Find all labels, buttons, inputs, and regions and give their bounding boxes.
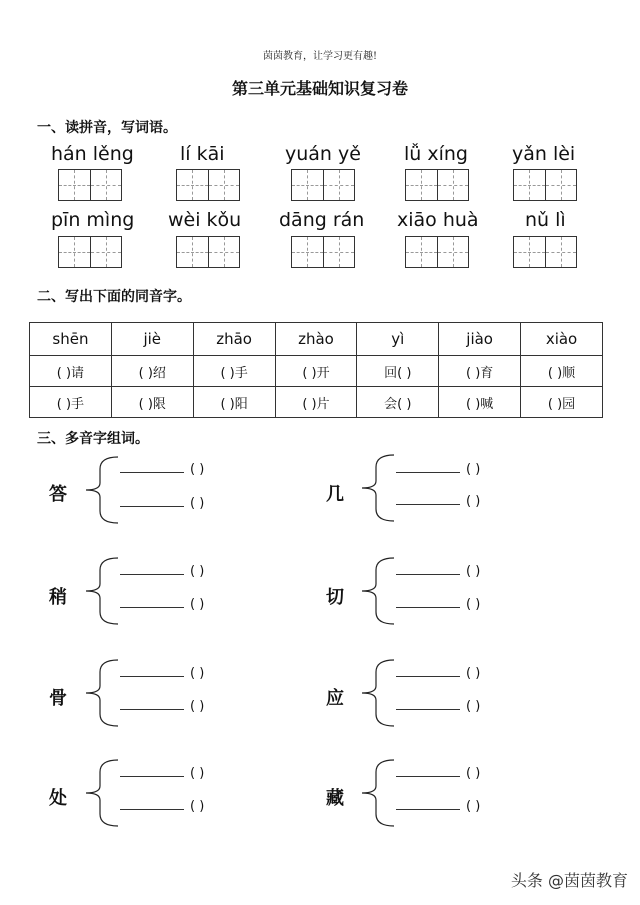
fill-cell[interactable] <box>275 387 357 418</box>
fill-text: ( )育 <box>466 365 494 381</box>
fill-text: ( )顺 <box>547 365 576 381</box>
pinyin-header: shēn <box>30 323 112 356</box>
pinyin-label: yǎn lèi <box>512 143 576 165</box>
word-line[interactable] <box>396 664 480 681</box>
writing-grid[interactable] <box>58 236 122 268</box>
pinyin-paren: ( ) <box>466 462 481 477</box>
pinyin-paren: ( ) <box>466 766 481 781</box>
brace-icon <box>82 658 122 728</box>
pinyin-paren: ( ) <box>466 597 481 612</box>
homophone-table <box>29 322 603 418</box>
polyphone-char: 应 <box>326 688 344 709</box>
section1-heading: 一、读拼音，写词语。 <box>37 120 177 136</box>
fill-cell[interactable] <box>357 356 439 387</box>
answer-blank[interactable] <box>120 460 184 473</box>
fill-cell[interactable] <box>521 387 603 418</box>
writing-grid[interactable] <box>176 236 240 268</box>
answer-blank[interactable] <box>396 460 460 473</box>
word-line[interactable] <box>120 460 204 477</box>
answer-blank[interactable] <box>396 764 460 777</box>
pinyin-paren: ( ) <box>190 564 205 579</box>
pinyin-paren: ( ) <box>190 597 205 612</box>
answer-blank[interactable] <box>120 562 184 575</box>
word-line[interactable] <box>120 664 204 681</box>
fill-text: ( )喊 <box>466 396 494 412</box>
pinyin-label: wèi kǒu <box>168 209 242 231</box>
word-line[interactable] <box>396 460 480 477</box>
fill-text: ( )片 <box>302 396 330 412</box>
word-line[interactable] <box>396 492 480 509</box>
pinyin-paren: ( ) <box>466 799 481 814</box>
pinyin-label: dāng rán <box>279 209 365 231</box>
fill-text: ( )开 <box>302 365 330 381</box>
answer-blank[interactable] <box>396 664 460 677</box>
word-line[interactable] <box>396 562 480 579</box>
writing-grid[interactable] <box>291 169 355 201</box>
word-line[interactable] <box>120 697 204 714</box>
pinyin-paren: ( ) <box>190 766 205 781</box>
fill-text: ( )绍 <box>138 365 166 381</box>
answer-blank[interactable] <box>396 595 460 608</box>
fill-cell[interactable] <box>275 356 357 387</box>
writing-grid[interactable] <box>405 169 469 201</box>
polyphone-char: 骨 <box>49 688 67 709</box>
pinyin-label: pīn mìng <box>51 209 135 231</box>
polyphone-char: 处 <box>49 788 67 809</box>
polyphone-char: 切 <box>326 587 344 608</box>
fill-cell[interactable] <box>439 356 521 387</box>
polyphone-char: 藏 <box>326 788 344 809</box>
answer-blank[interactable] <box>120 664 184 677</box>
writing-grid[interactable] <box>405 236 469 268</box>
answer-blank[interactable] <box>120 697 184 710</box>
pinyin-paren: ( ) <box>190 799 205 814</box>
pinyin-label: lǚ xíng <box>404 143 468 165</box>
pinyin-paren: ( ) <box>190 666 205 681</box>
word-line[interactable] <box>396 764 480 781</box>
table-row <box>30 323 603 356</box>
word-line[interactable] <box>396 697 480 714</box>
word-line[interactable] <box>120 797 204 814</box>
answer-blank[interactable] <box>396 562 460 575</box>
section2-heading: 二、写出下面的同音字。 <box>37 289 191 305</box>
brace-icon <box>82 556 122 626</box>
fill-cell[interactable] <box>111 387 193 418</box>
fill-cell[interactable] <box>30 356 112 387</box>
answer-blank[interactable] <box>120 797 184 810</box>
header-note: 茵茵教育，让学习更有趣! <box>262 51 378 62</box>
pinyin-header: yì <box>357 323 439 356</box>
pinyin-label: lí kāi <box>180 143 225 165</box>
table-row <box>30 356 603 387</box>
pinyin-header: zhāo <box>193 323 275 356</box>
fill-cell[interactable] <box>111 356 193 387</box>
answer-blank[interactable] <box>396 797 460 810</box>
pinyin-paren: ( ) <box>466 699 481 714</box>
fill-cell[interactable] <box>439 387 521 418</box>
pinyin-paren: ( ) <box>190 496 205 511</box>
writing-grid[interactable] <box>291 236 355 268</box>
brace-icon <box>358 758 398 828</box>
pinyin-paren: ( ) <box>190 462 205 477</box>
pinyin-header: jiè <box>111 323 193 356</box>
writing-grid[interactable] <box>176 169 240 201</box>
fill-cell[interactable] <box>30 387 112 418</box>
pinyin-label: xiāo huà <box>397 209 479 231</box>
table-row <box>30 387 603 418</box>
fill-text: ( )手 <box>220 365 248 381</box>
fill-cell[interactable] <box>357 387 439 418</box>
answer-blank[interactable] <box>396 697 460 710</box>
answer-blank[interactable] <box>120 595 184 608</box>
fill-text: ( )请 <box>56 365 85 381</box>
pinyin-header: zhào <box>275 323 357 356</box>
answer-blank[interactable] <box>120 764 184 777</box>
polyphone-char: 答 <box>49 484 67 505</box>
fill-text: 回( ) <box>384 365 412 381</box>
word-line[interactable] <box>120 595 204 612</box>
brace-icon <box>82 758 122 828</box>
fill-text: ( )手 <box>56 396 85 412</box>
fill-text: ( )阳 <box>220 396 248 412</box>
polyphone-char: 几 <box>326 484 344 505</box>
answer-blank[interactable] <box>120 494 184 507</box>
writing-grid[interactable] <box>513 236 577 268</box>
writing-grid[interactable] <box>513 169 577 201</box>
word-line[interactable] <box>120 764 204 781</box>
word-line[interactable] <box>120 562 204 579</box>
pinyin-header: xiào <box>521 323 603 356</box>
answer-blank[interactable] <box>396 492 460 505</box>
section3-heading: 三、多音字组词。 <box>37 431 149 447</box>
writing-grid[interactable] <box>58 169 122 201</box>
brace-icon <box>358 556 398 626</box>
pinyin-label: yuán yě <box>285 143 361 165</box>
fill-text: ( )限 <box>138 396 166 412</box>
word-line[interactable] <box>396 797 480 814</box>
brace-icon <box>82 455 122 525</box>
watermark: 头条 @茵茵教育 <box>510 871 628 890</box>
polyphone-char: 稍 <box>49 587 67 608</box>
word-line[interactable] <box>120 494 204 511</box>
pinyin-paren: ( ) <box>466 564 481 579</box>
pinyin-paren: ( ) <box>466 494 481 509</box>
pinyin-label: hán lěng <box>51 143 134 165</box>
page-title: 第三单元基础知识复习卷 <box>231 79 408 98</box>
brace-icon <box>358 658 398 728</box>
pinyin-paren: ( ) <box>190 699 205 714</box>
pinyin-label: nǔ lì <box>525 209 566 231</box>
pinyin-header: jiào <box>439 323 521 356</box>
pinyin-paren: ( ) <box>466 666 481 681</box>
fill-text: 会( ) <box>384 396 412 412</box>
fill-cell[interactable] <box>193 356 275 387</box>
fill-text: ( )园 <box>547 396 576 412</box>
fill-cell[interactable] <box>193 387 275 418</box>
word-line[interactable] <box>396 595 480 612</box>
fill-cell[interactable] <box>521 356 603 387</box>
brace-icon <box>358 453 398 523</box>
